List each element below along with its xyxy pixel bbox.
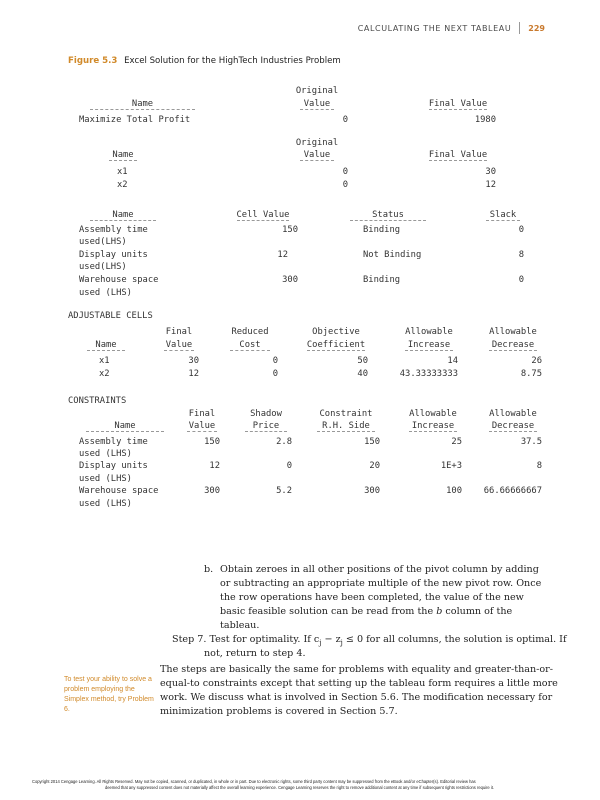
constraints-row-rhs: 150	[364, 437, 380, 447]
figure-title: Excel Solution for the HighTech Industries Problem	[124, 56, 341, 66]
status-header-cell-value: Cell Value	[236, 210, 290, 220]
adjustable-section-title: ADJUSTABLE CELLS	[68, 311, 153, 321]
adjustable-row-decrease: 8.75	[520, 369, 542, 379]
paragraph-line: equal-to constraints except that setting up the tableau form requires a little more	[160, 678, 558, 689]
variables-row-final: 30	[485, 167, 496, 177]
adjustable-header-name: Name	[80, 340, 132, 350]
figure-label: Figure 5.3	[68, 56, 118, 66]
status-row-name-cont: used(LHS)	[79, 262, 127, 272]
page-number: 229	[528, 23, 545, 33]
constraints-header-shadow-top: Shadow	[250, 409, 282, 419]
adjustable-header-objective-top: Objective	[312, 327, 360, 337]
constraints-row-name: Assembly time	[79, 437, 148, 447]
adjustable-header-objective-bottom: Coefficient	[306, 340, 366, 350]
constraints-row-decrease: 8	[536, 461, 542, 471]
adjustable-row-reduced: 0	[272, 369, 278, 379]
constraints-header-decrease-top: Allowable	[489, 409, 537, 419]
constraints-row-name-cont: used (LHS)	[79, 474, 132, 484]
constraints-header-increase-bottom: Increase	[398, 421, 468, 431]
adjustable-row-increase: 14	[447, 356, 458, 366]
variables-row-original: 0	[342, 180, 348, 190]
variables-row-original: 0	[342, 167, 348, 177]
constraints-header-rhs-top: Constraint	[319, 409, 373, 419]
constraints-row-shadow: 5.2	[276, 486, 292, 496]
adjustable-row-increase: 43.33333333	[399, 369, 458, 379]
adjustable-header-final-bottom: Value	[165, 340, 193, 350]
adjustable-row-name: x2	[99, 369, 110, 379]
status-row-cell-value: 150	[282, 225, 298, 235]
constraints-header-final-top: Final	[188, 409, 216, 419]
status-row-name-cont: used(LHS)	[79, 237, 127, 247]
item-b-label: b.	[204, 564, 214, 575]
constraints-row-decrease: 66.66666667	[483, 486, 542, 496]
copyright-notice	[32, 779, 567, 791]
step7-line: Step 7. Test for optimality. If $c_j - z_j \le 0$ for all columns, the solution is optimal. If	[172, 634, 567, 647]
variables-row-name: x2	[117, 180, 128, 190]
adjustable-row-name: x1	[99, 356, 110, 366]
figure-caption	[68, 56, 341, 66]
constraints-header-increase-top: Allowable	[409, 409, 457, 419]
adjustable-header-final-top: Final	[165, 327, 193, 337]
status-row-cell-value: 12	[277, 250, 288, 260]
adjustable-header-increase-bottom: Increase	[394, 340, 464, 350]
status-header-status: Status	[343, 210, 433, 220]
margin-note: To test your ability to solve a problem employing the Simplex method, try Problem 6.	[64, 676, 154, 713]
constraints-header-rhs-bottom: R.H. Side	[308, 421, 384, 431]
variable-b: b	[436, 606, 443, 617]
status-row-cell-value: 300	[282, 275, 298, 285]
copyright-line: deemed that any suppressed content does not materially affect the overall learning experience. Cengage Learning reserves the right to remove additional content at any time if subsequent rights restrictions require it.	[104, 785, 495, 790]
objective-row-name: Maximize Total Profit	[79, 115, 191, 125]
running-title: CALCULATING THE NEXT TABLEAU	[357, 23, 512, 33]
status-row-name-cont: used (LHS)	[79, 288, 132, 298]
step7-line: not, return to step 4.	[204, 648, 306, 659]
status-row-name: Warehouse space	[79, 275, 159, 285]
item-b-line: or subtracting an appropriate multiple of the new pivot row. Once	[220, 578, 542, 589]
variables-header-final: Final Value	[428, 150, 488, 160]
constraints-header-final-bottom: Value	[188, 421, 216, 431]
objective-header-name: Name	[80, 99, 205, 109]
constraints-row-name-cont: used (LHS)	[79, 499, 132, 509]
constraints-section-title: CONSTRAINTS	[68, 396, 127, 406]
adjustable-row-final: 30	[188, 356, 199, 366]
constraints-header-name: Name	[80, 421, 170, 431]
status-row-status: Binding	[363, 225, 401, 235]
variables-header-name: Name	[100, 150, 146, 160]
status-row-name: Display units	[79, 250, 148, 260]
adjustable-header-increase-top: Allowable	[405, 327, 453, 337]
objective-header-original-bottom: Value	[285, 99, 349, 109]
copyright-line: Copyright 2014 Cengage Learning. All Rights Reserved. May not be copied, scanned, or duplicated, in whole or in part. Due to electronic rights, some third party content may be suppressed from the eBook and/or eChapter(s). Editorial review has	[32, 779, 476, 784]
variables-header-original-bottom: Value	[285, 150, 349, 160]
constraints-row-decrease: 37.5	[520, 437, 542, 447]
status-row-slack: 0	[518, 225, 524, 235]
status-header-slack: Slack	[480, 210, 526, 220]
constraints-row-name-cont: used (LHS)	[79, 449, 132, 459]
adjustable-row-objective: 40	[357, 369, 368, 379]
adjustable-header-decrease-bottom: Decrease	[478, 340, 548, 350]
item-b-line: the row operations have been completed, the value of the new	[220, 592, 524, 603]
objective-row-original: 0	[342, 115, 348, 125]
variables-header-original-top: Original	[295, 138, 339, 148]
adjustable-row-objective: 50	[357, 356, 368, 366]
constraints-row-increase: 1E+3	[440, 461, 462, 471]
status-row-status: Binding	[363, 275, 401, 285]
adjustable-row-final: 12	[188, 369, 199, 379]
adjustable-header-reduced-top: Reduced	[231, 327, 269, 337]
header-divider	[519, 22, 520, 34]
constraints-row-rhs: 300	[364, 486, 380, 496]
objective-header-original-top: Original	[295, 86, 339, 96]
constraints-row-final: 150	[204, 437, 220, 447]
status-row-slack: 0	[518, 275, 524, 285]
adjustable-header-reduced-bottom: Cost	[222, 340, 278, 350]
constraints-row-name: Display units	[79, 461, 148, 471]
status-row-status: Not Binding	[363, 250, 422, 260]
status-row-slack: 8	[518, 250, 524, 260]
item-b-line: tableau.	[220, 620, 260, 631]
status-header-name: Name	[78, 210, 168, 220]
running-header	[358, 22, 545, 34]
paragraph-line: work. We discuss what is involved in Section 5.6. The modification necessary for	[160, 692, 553, 703]
objective-row-final: 1980	[474, 115, 496, 125]
paragraph-line: The steps are basically the same for problems with equality and greater-than-or-	[160, 664, 554, 675]
item-b-line: Obtain zeroes in all other positions of the pivot column by adding	[220, 564, 539, 575]
paragraph-line: minimization problems is covered in Section 5.7.	[160, 706, 398, 717]
constraints-row-increase: 100	[446, 486, 462, 496]
constraints-row-shadow: 2.8	[276, 437, 292, 447]
item-b-line: basic feasible solution can be read from the b column of the	[220, 606, 513, 617]
constraints-row-increase: 25	[451, 437, 462, 447]
adjustable-header-decrease-top: Allowable	[489, 327, 537, 337]
status-row-name: Assembly time	[79, 225, 148, 235]
variables-row-final: 12	[485, 180, 496, 190]
adjustable-row-decrease: 26	[531, 356, 542, 366]
variables-row-name: x1	[117, 167, 128, 177]
adjustable-row-reduced: 0	[272, 356, 278, 366]
constraints-header-shadow-bottom: Price	[238, 421, 294, 431]
objective-header-final: Final Value	[428, 99, 488, 109]
constraints-header-decrease-bottom: Decrease	[478, 421, 548, 431]
constraints-row-rhs: 20	[369, 461, 380, 471]
constraints-row-final: 300	[204, 486, 220, 496]
constraints-row-final: 12	[209, 461, 220, 471]
constraints-row-shadow: 0	[286, 461, 292, 471]
constraints-row-name: Warehouse space	[79, 486, 159, 496]
